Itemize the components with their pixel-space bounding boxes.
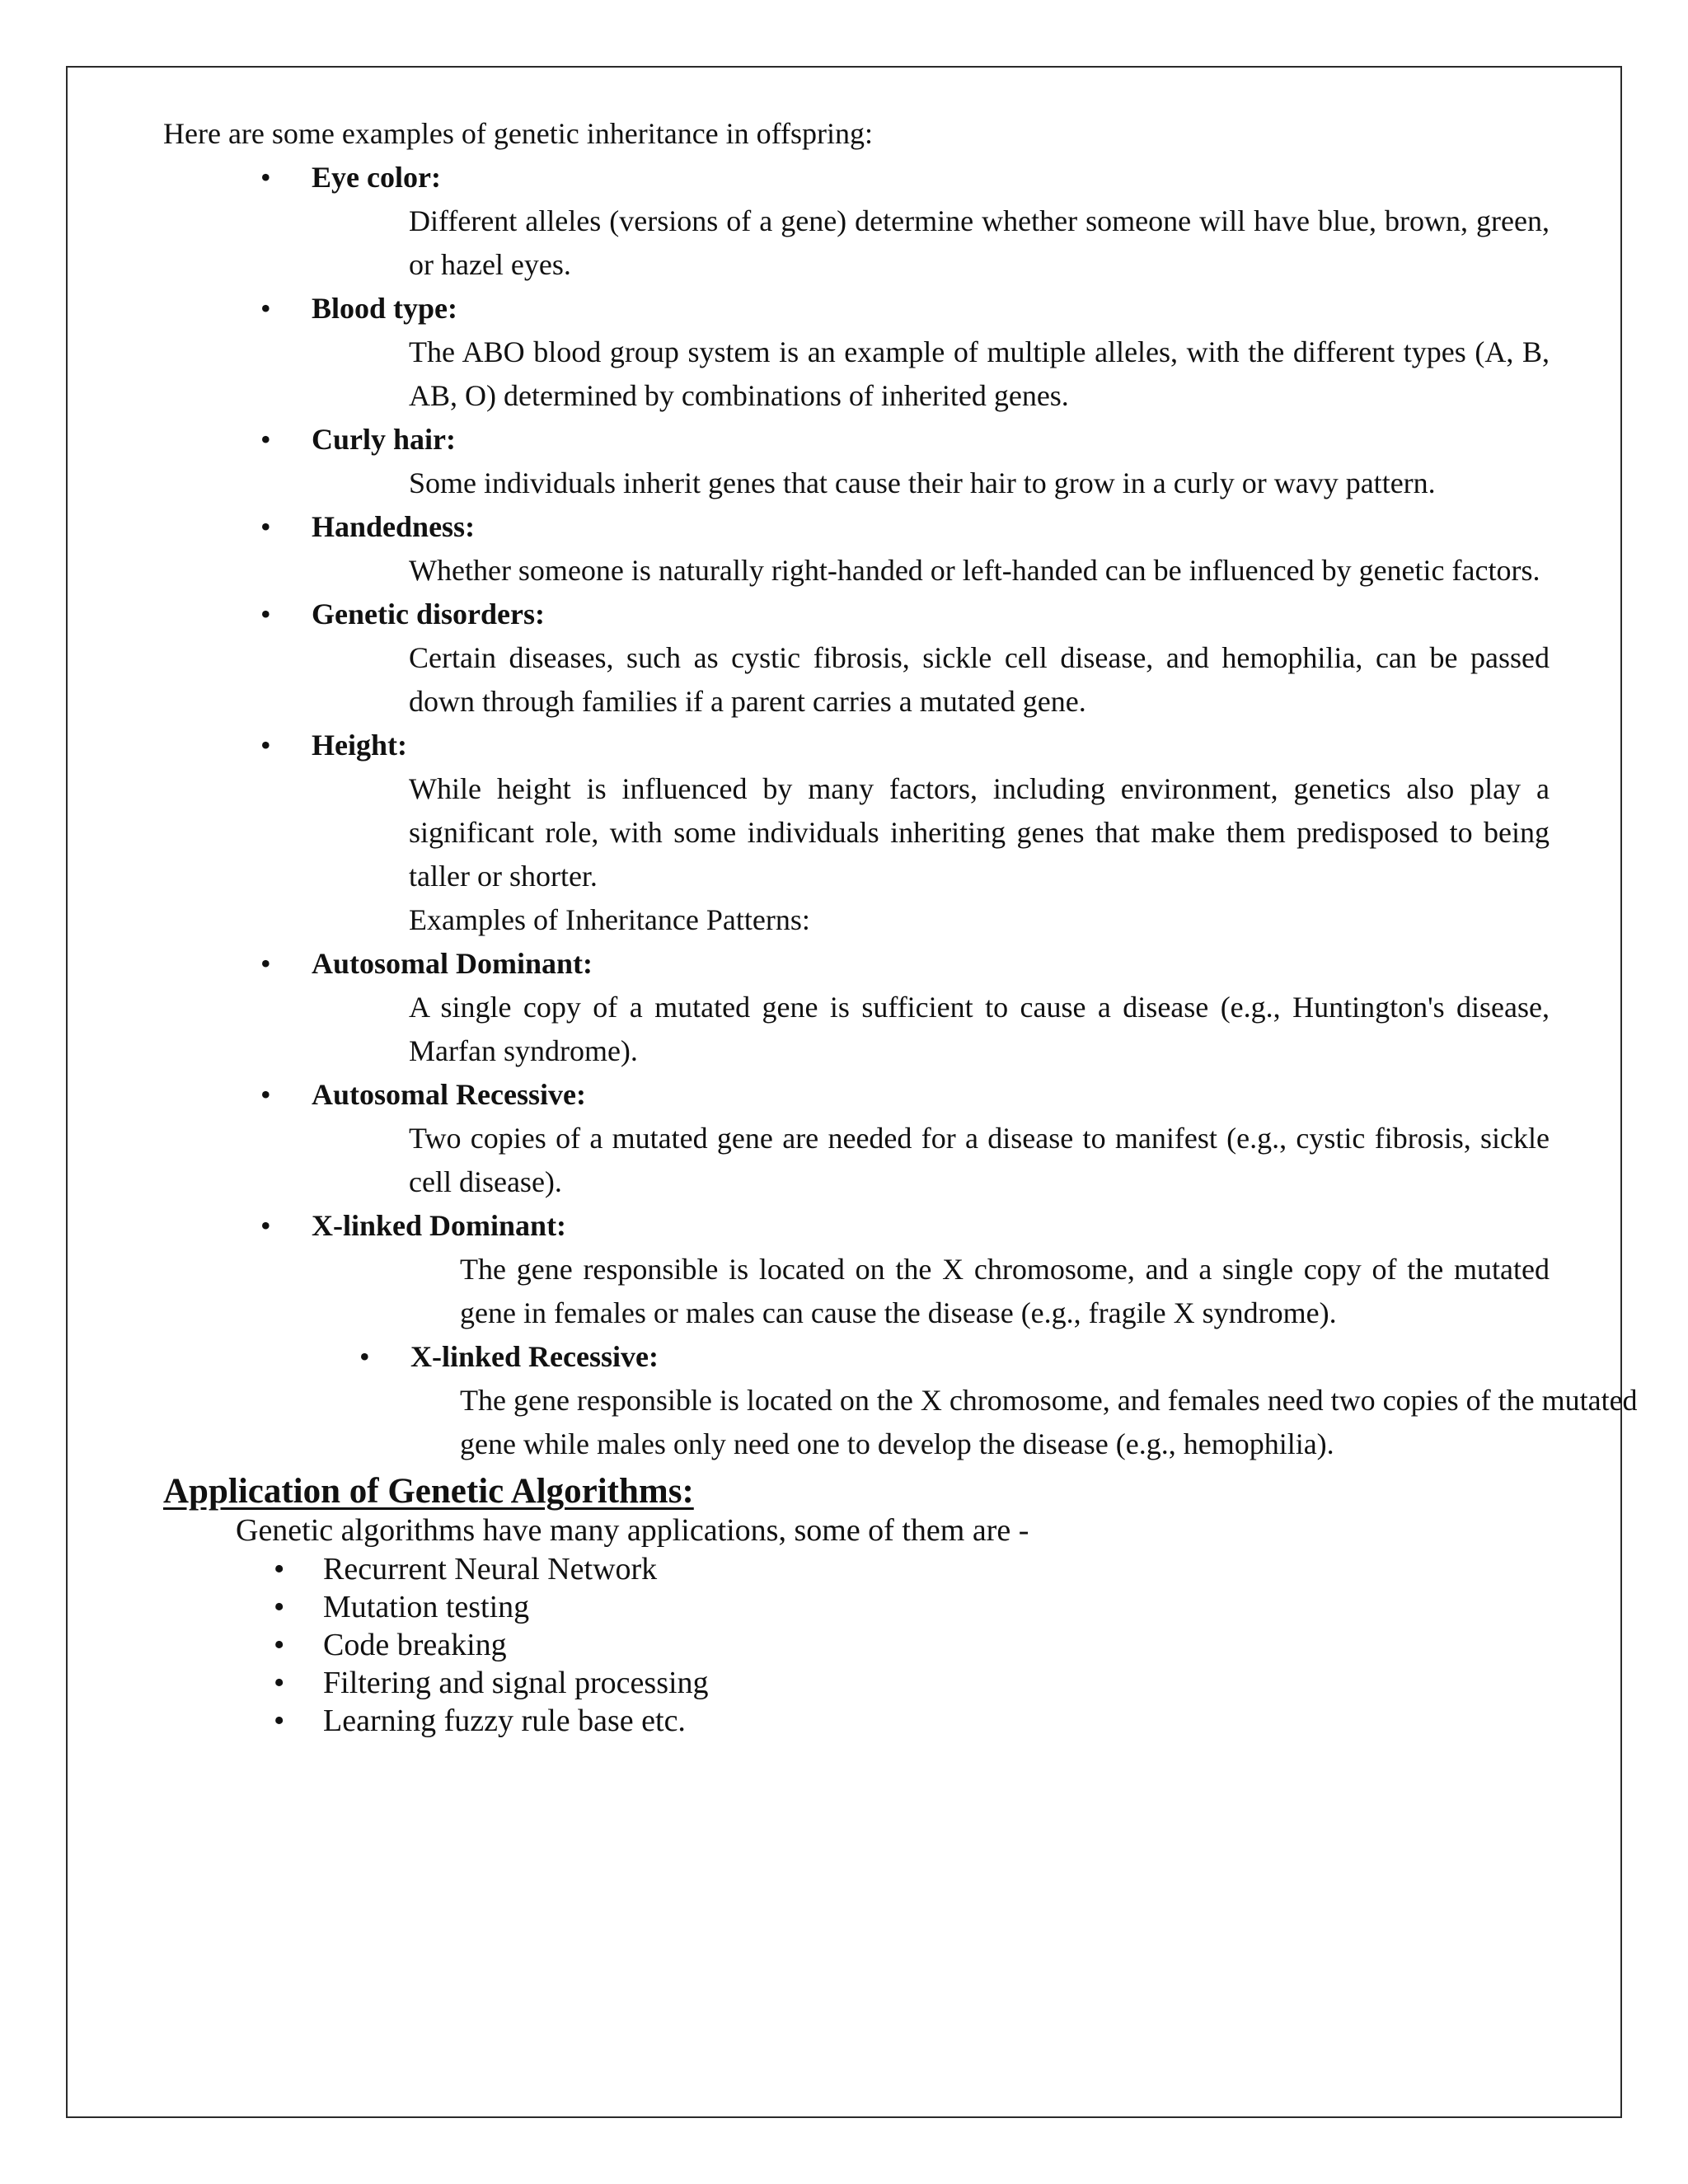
bullet-icon: •	[260, 947, 271, 980]
item-text: A single copy of a mutated gene is sufficient to cause a disease (e.g., Huntington's disease, Marfan syndrome).	[409, 991, 1550, 1067]
bullet-icon: •	[274, 1628, 285, 1662]
item-title: • Height:	[163, 724, 1550, 767]
item-title: • Autosomal Recessive:	[163, 1073, 1550, 1117]
item-title: • Blood type:	[163, 287, 1550, 330]
bullet-icon: •	[274, 1666, 285, 1700]
bullet-icon: •	[260, 510, 271, 543]
section-heading: Application of Genetic Algorithms:	[163, 1472, 694, 1511]
list-item-curly-hair	[163, 418, 1550, 505]
list-item: • Learning fuzzy rule base etc.	[274, 1704, 686, 1738]
list-item-autosomal-dominant	[163, 942, 1550, 1073]
item-text: The gene responsible is located on the X chromosome, and a single copy of the mutated gene in females or males can cause the disease (e.g., fragile X syndrome).	[460, 1253, 1550, 1329]
bullet-icon: •	[274, 1590, 285, 1624]
item-text: While height is influenced by many factors, including environment, genetics also play a significant role, with some individuals inheriting genes that make them predisposed to being taller or shorter.	[409, 772, 1550, 893]
list-item: • Mutation testing	[274, 1590, 530, 1624]
item-text: Some individuals inherit genes that cause their hair to grow in a curly or wavy pattern.	[409, 466, 1436, 499]
bullet-icon: •	[274, 1704, 285, 1738]
item-text: Different alleles (versions of a gene) determine whether someone will have blue, brown, green, or hazel eyes.	[409, 204, 1550, 281]
section-intro: Genetic algorithms have many applications, some of them are -	[236, 1513, 1029, 1548]
item-text: Two copies of a mutated gene are needed for a disease to manifest (e.g., cystic fibrosis, sickle cell disease).	[409, 1122, 1550, 1198]
bullet-icon: •	[260, 423, 271, 456]
list-item: • Code breaking	[274, 1628, 507, 1662]
list-item-height	[163, 724, 1550, 942]
list-item-genetic-disorders	[163, 593, 1550, 724]
document-content	[163, 112, 1638, 1740]
item-text: The gene responsible is located on the X chromosome, and females need two copies of the mutated gene while males only need one to develop the disease (e.g., hemophilia).	[460, 1384, 1638, 1460]
list-item-eye-color	[163, 156, 1550, 287]
item-title: • X-linked Recessive:	[163, 1335, 1550, 1379]
item-title: • Genetic disorders:	[163, 593, 1550, 636]
item-title: • X-linked Dominant:	[163, 1204, 1550, 1248]
item-title: • Autosomal Dominant:	[163, 942, 1550, 986]
patterns-label: Examples of Inheritance Patterns:	[409, 903, 810, 936]
list-item: • Filtering and signal processing	[274, 1666, 709, 1700]
list-item-autosomal-recessive	[163, 1073, 1550, 1204]
bullet-icon: •	[359, 1340, 370, 1373]
bullet-icon: •	[274, 1552, 285, 1586]
bullet-icon: •	[260, 598, 271, 630]
bullet-icon: •	[260, 161, 271, 194]
bullet-icon: •	[260, 729, 271, 762]
list-item-x-linked-dominant	[163, 1204, 1550, 1335]
item-title: • Eye color:	[163, 156, 1550, 199]
bullet-icon: •	[260, 1209, 271, 1242]
list-item-x-linked-recessive	[163, 1335, 1638, 1466]
intro-text: Here are some examples of genetic inheritance in offspring:	[163, 117, 873, 150]
list-item-blood-type	[163, 287, 1550, 418]
list-item-handedness	[163, 505, 1550, 593]
item-title: • Curly hair:	[163, 418, 1550, 462]
item-text: Certain diseases, such as cystic fibrosis, sickle cell disease, and hemophilia, can be passed down through families if a parent carries a mutated gene.	[409, 641, 1550, 718]
item-title: • Handedness:	[163, 505, 1550, 549]
item-text: The ABO blood group system is an example of multiple alleles, with the different types (A, B, AB, O) determined by combinations of inherited genes.	[409, 335, 1550, 412]
list-item: • Recurrent Neural Network	[274, 1552, 658, 1586]
applications-list	[163, 1550, 1550, 1740]
item-text: Whether someone is naturally right-handed or left-handed can be influenced by genetic factors.	[409, 554, 1540, 587]
bullet-icon: •	[260, 1078, 271, 1111]
bullet-icon: •	[260, 292, 271, 325]
